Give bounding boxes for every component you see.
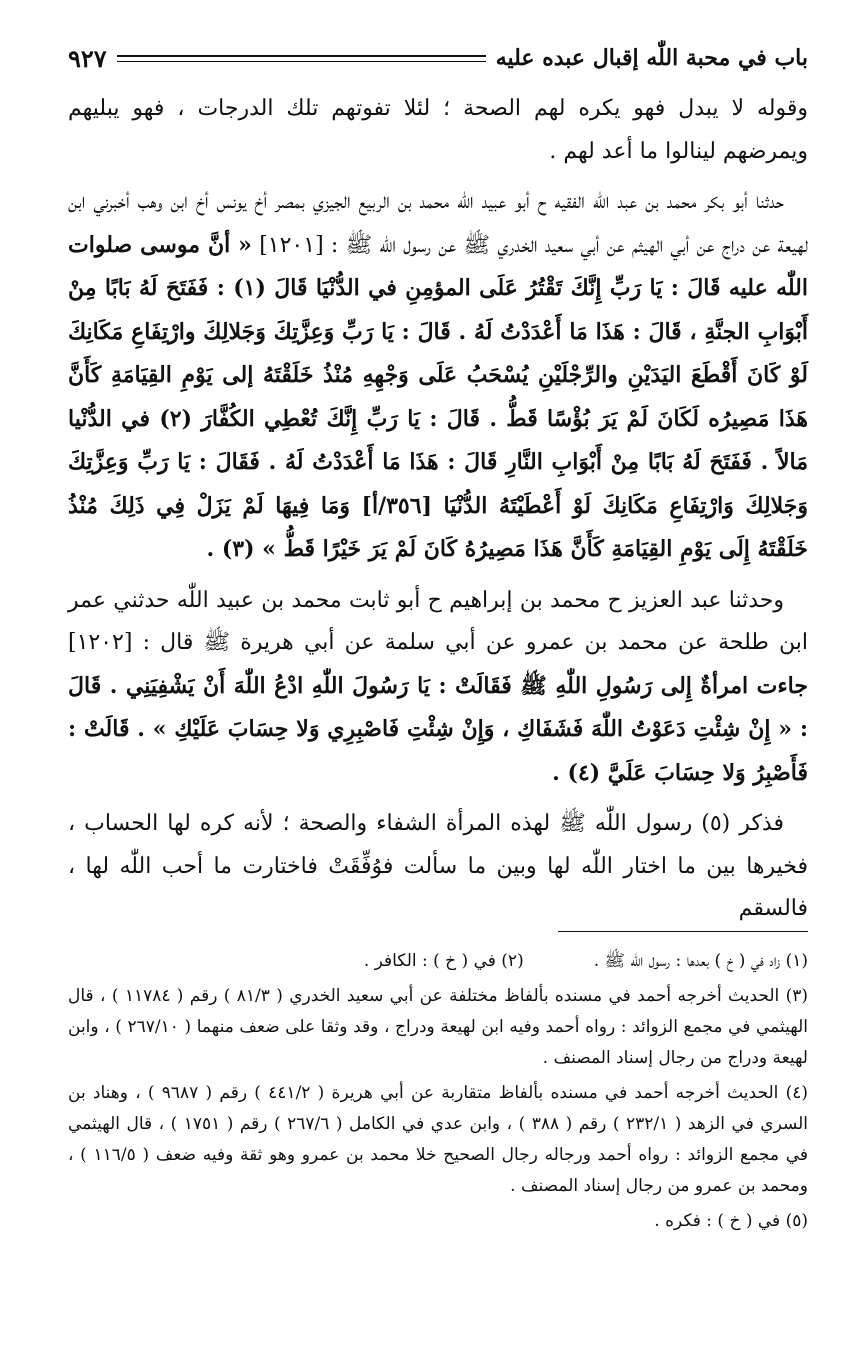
hadith-text: « أنَّ موسى صلوات اللّٰه عليه قَالَ : يَا رَبِّ إِنَّكَ تَقْتُرُ عَلَى المؤمِنِ في الدُّنْيَا قَالَ (١) : فَفَتَحَ لَهُ بَابًا مِنْ أَبْوَابِ الجنَّةِ ، قَالَ : هَذَا مَا أَعْدَدْتُ لَهُ . قَالَ : يَا رَبِّ وَعِزَّتِكَ وَجَلالِكَ وارْتِفَاعِ مَكَانِكَ لَوْ كَانَ أَقْطَعَ اليَدَيْنِ والرِّجْلَيْنِ يُسْحَبُ عَلَى وَجْهِهِ مُنْذُ خَلَقْتَهُ إلى يَوْمِ القِيَامَةِ كَأَنَّ هَذَا مَصِيرُه لَكَانَ لَمْ يَرَ بُؤْسًا قَطُّ . قَالَ : يَا رَبِّ إِنَّكَ تُعْطِي الكُفَّارَ (٢) في الدُّنْيا مَالاً . فَفَتَحَ لَهُ بَابًا مِنْ أَبْوَابِ النَّارِ قَالَ : هَذَا مَا أَعْدَدْتُ لَهُ . فَقَالَ : يَا رَبِّ وَعِزَّتِكَ وَجَلالِكَ وَارْتِفَاعِ مَكَانِكَ لَوْ أَعْطَيْتَهُ الدُّنْيَا [٣٥٦/أ] وَمَا فِيهَا لَمْ يَزَلْ فِي ذَلِكَ مُنْذُ خَلَقْتَهُ إِلَى يَوْمِ القِيَامَةِ كَأَنَّ هَذَا مَصِيرُهُ كَانَ لَمْ يَرَ خَيْرًا قَطُّ » (٣) . (68, 231, 808, 562)
paragraph-commentary-1: وقوله لا يبدل فهو يكره لهم الصحة ؛ لئلا تفوتهم تلك الدرجات ، فهو يبليهم ويمرضهم لينالوا ما أعد لهم . (68, 96, 808, 164)
hadith-text: جاءت امرأةٌ إِلى رَسُولِ اللّٰهِ ﷺ فَقَالَتْ : يَا رَسُولَ اللّٰهِ ادْعُ اللّٰهَ أَنْ يَشْفِيَنِي . قَالَ : « إِنْ شِئْتِ دَعَوْتُ اللّٰهَ فَشَفَاكِ ، وَإِنْ شِئْتِ فَاصْبِرِي وَلا حِسَابَ عَلَيْكِ » . قَالَتْ : فَأَصْبِرُ وَلا حِسَابَ عَلَيَّ (٤) . (68, 672, 808, 786)
isnad-chain: حدثنا أبو بكر محمد بن عبد اللّٰه الفقيه ح أبو عبيد اللّٰه محمد بن الربيع الجيزي بمصر أخ يونس أخ ابن وهب أخبرني ابن لهيعة عن دراج عن أبي الهيثم عن أبي سعيد الخدري ﷺ عن رسول اللّٰه ﷺ : [١٢٠١] (68, 189, 808, 258)
footnotes (68, 931, 808, 1241)
main-text (68, 88, 808, 931)
paragraph-commentary-2: فذكر (٥) رسول اللّٰه ﷺ لهذه المرأة الشفاء والصحة ؛ لأنه كره لها الحساب ، فخيرها بين ما اختار اللّٰه لها وبين ما سألت فوُفِّقَتْ فاختارت ما أحب اللّٰه لها ، فالسقم (68, 811, 808, 921)
header-rule (117, 55, 486, 62)
book-page (68, 38, 809, 1231)
footnote-3: (٣) الحديث أخرجه أحمد في مسنده بألفاظ مختلفة عن أبي سعيد الخدري ( ٨١/٣ ) رقم ( ١١٧٨٤ ) ، قال الهيثمي في مجمع الزوائد : رواه أحمد وفيه ابن لهيعة ودراج ، وقد وثقا على ضعف منهما ( ٢٦٧/١٠ ) ، وابن لهيعة ودراج من رجال إسناد المصنف . (68, 986, 808, 1068)
footnote-5: (٥) في ( خ ) : فكره . (654, 1211, 808, 1231)
footnote-2: (٢) في ( خ ) : الكافر . (363, 951, 524, 971)
running-header (68, 38, 808, 78)
footnote-4: (٤) الحديث أخرجه أحمد في مسنده بألفاظ متقاربة عن أبي هريرة ( ٤٤١/٢ ) رقم ( ٩٦٨٧ ) ، وهناد بن السري في الزهد ( ٢٣٢/١ ) رقم ( ٣٨٨ ) ، وابن عدي في الكامل ( ٢٦٧/٦ ) رقم ( ١٧٥١ ) ، قال الهيثمي في مجمع الزوائد : رواه أحمد ورجاله رجال الصحيح خلا محمد بن عمرو وهو ثقة وفيه ضعف ( ١١٦/٥ ) ، ومحمد بن عمرو من رجال إسناد المصنف . (68, 1083, 809, 1196)
footnote-row (68, 946, 808, 977)
paragraph-hadith-1201 (68, 181, 808, 572)
footnote-1: (١) زاد في ( خ ) بعدها : رسول اللّٰه ﷺ . (593, 951, 808, 971)
footnote-separator (558, 931, 808, 932)
paragraph-hadith-1202 (68, 580, 808, 796)
page-number: ٩٢٧ (68, 43, 107, 73)
chapter-title: باب في محبة اللّٰه إقبال عبده عليه (495, 45, 808, 71)
isnad-chain: وحدثنا عبد العزيز ح محمد بن إبراهيم ح أبو ثابت محمد بن عبيد اللّٰه حدثني عمر ابن طلحة عن محمد بن عمرو عن أبي سلمة عن أبي هريرة ﷺ قال : [١٢٠٢] (68, 587, 808, 655)
